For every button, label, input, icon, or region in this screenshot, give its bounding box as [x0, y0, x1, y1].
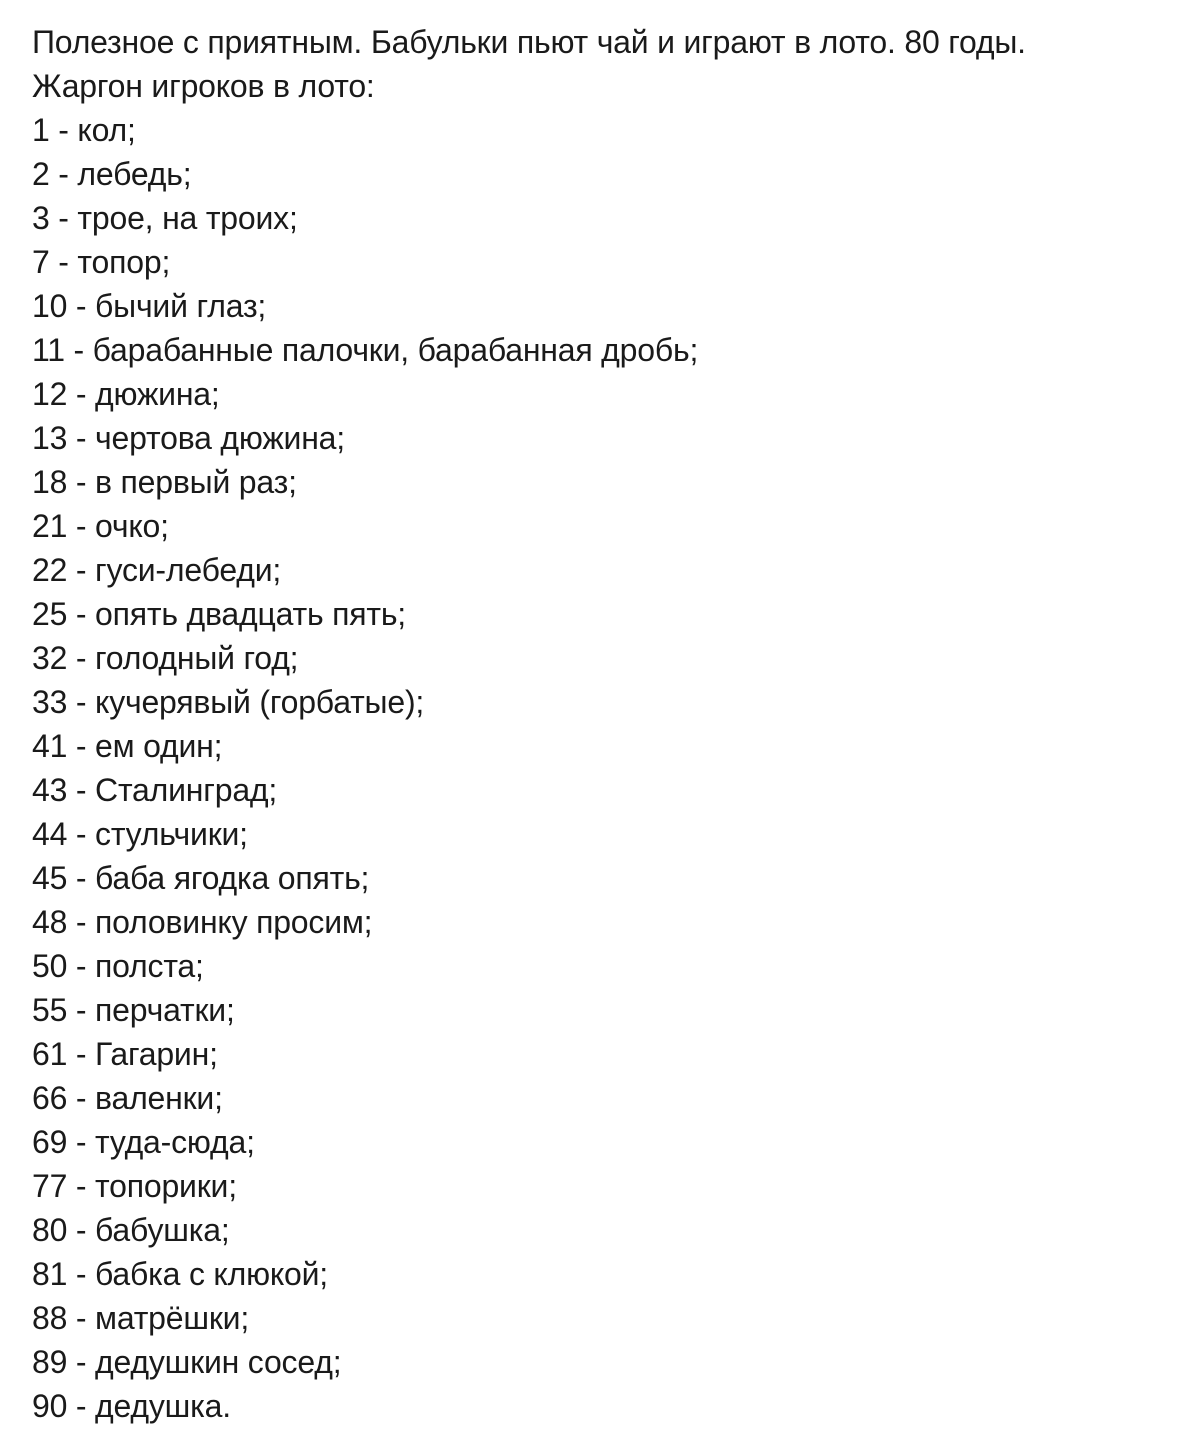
list-item: 7 - топор;: [32, 244, 171, 280]
list-item: 25 - опять двадцать пять;: [32, 596, 407, 632]
post-subtitle: Жаргон игроков в лото:: [32, 68, 375, 104]
list-item: 77 - топорики;: [32, 1168, 237, 1204]
list-item: 11 - барабанные палочки, барабанная дробь;: [32, 332, 699, 368]
list-item: 80 - бабушка;: [32, 1212, 230, 1248]
list-item: 88 - матрёшки;: [32, 1300, 250, 1336]
list-item: 48 - половинку просим;: [32, 904, 373, 940]
list-item: 44 - стульчики;: [32, 816, 248, 852]
list-item: 66 - валенки;: [32, 1080, 223, 1116]
list-item: 50 - полста;: [32, 948, 204, 984]
post-text: [32, 20, 1172, 1428]
list-item: 2 - лебедь;: [32, 156, 192, 192]
post-title: Полезное с приятным. Бабульки пьют чай и играют в лото. 80 годы.: [32, 24, 1026, 60]
list-item: 41 - ем один;: [32, 728, 223, 764]
list-item: 12 - дюжина;: [32, 376, 220, 412]
list-item: 22 - гуси-лебеди;: [32, 552, 282, 588]
jargon-list: [32, 108, 1172, 1428]
list-item: 55 - перчатки;: [32, 992, 235, 1028]
list-item: 81 - бабка с клюкой;: [32, 1256, 328, 1292]
list-item: 13 - чертова дюжина;: [32, 420, 345, 456]
list-item: 10 - бычий глаз;: [32, 288, 267, 324]
list-item: 3 - трое, на троих;: [32, 200, 298, 236]
list-item: 61 - Гагарин;: [32, 1036, 218, 1072]
list-item: 32 - голодный год;: [32, 640, 299, 676]
list-item: 18 - в первый раз;: [32, 464, 297, 500]
list-item: 43 - Сталинград;: [32, 772, 278, 808]
list-item: 89 - дедушкин сосед;: [32, 1344, 342, 1380]
list-item: 33 - кучерявый (горбатые);: [32, 684, 425, 720]
list-item: 1 - кол;: [32, 112, 136, 148]
list-item: 69 - туда-сюда;: [32, 1124, 255, 1160]
list-item: 45 - баба ягодка опять;: [32, 860, 370, 896]
list-item: 90 - дедушка.: [32, 1388, 231, 1424]
list-item: 21 - очко;: [32, 508, 169, 544]
